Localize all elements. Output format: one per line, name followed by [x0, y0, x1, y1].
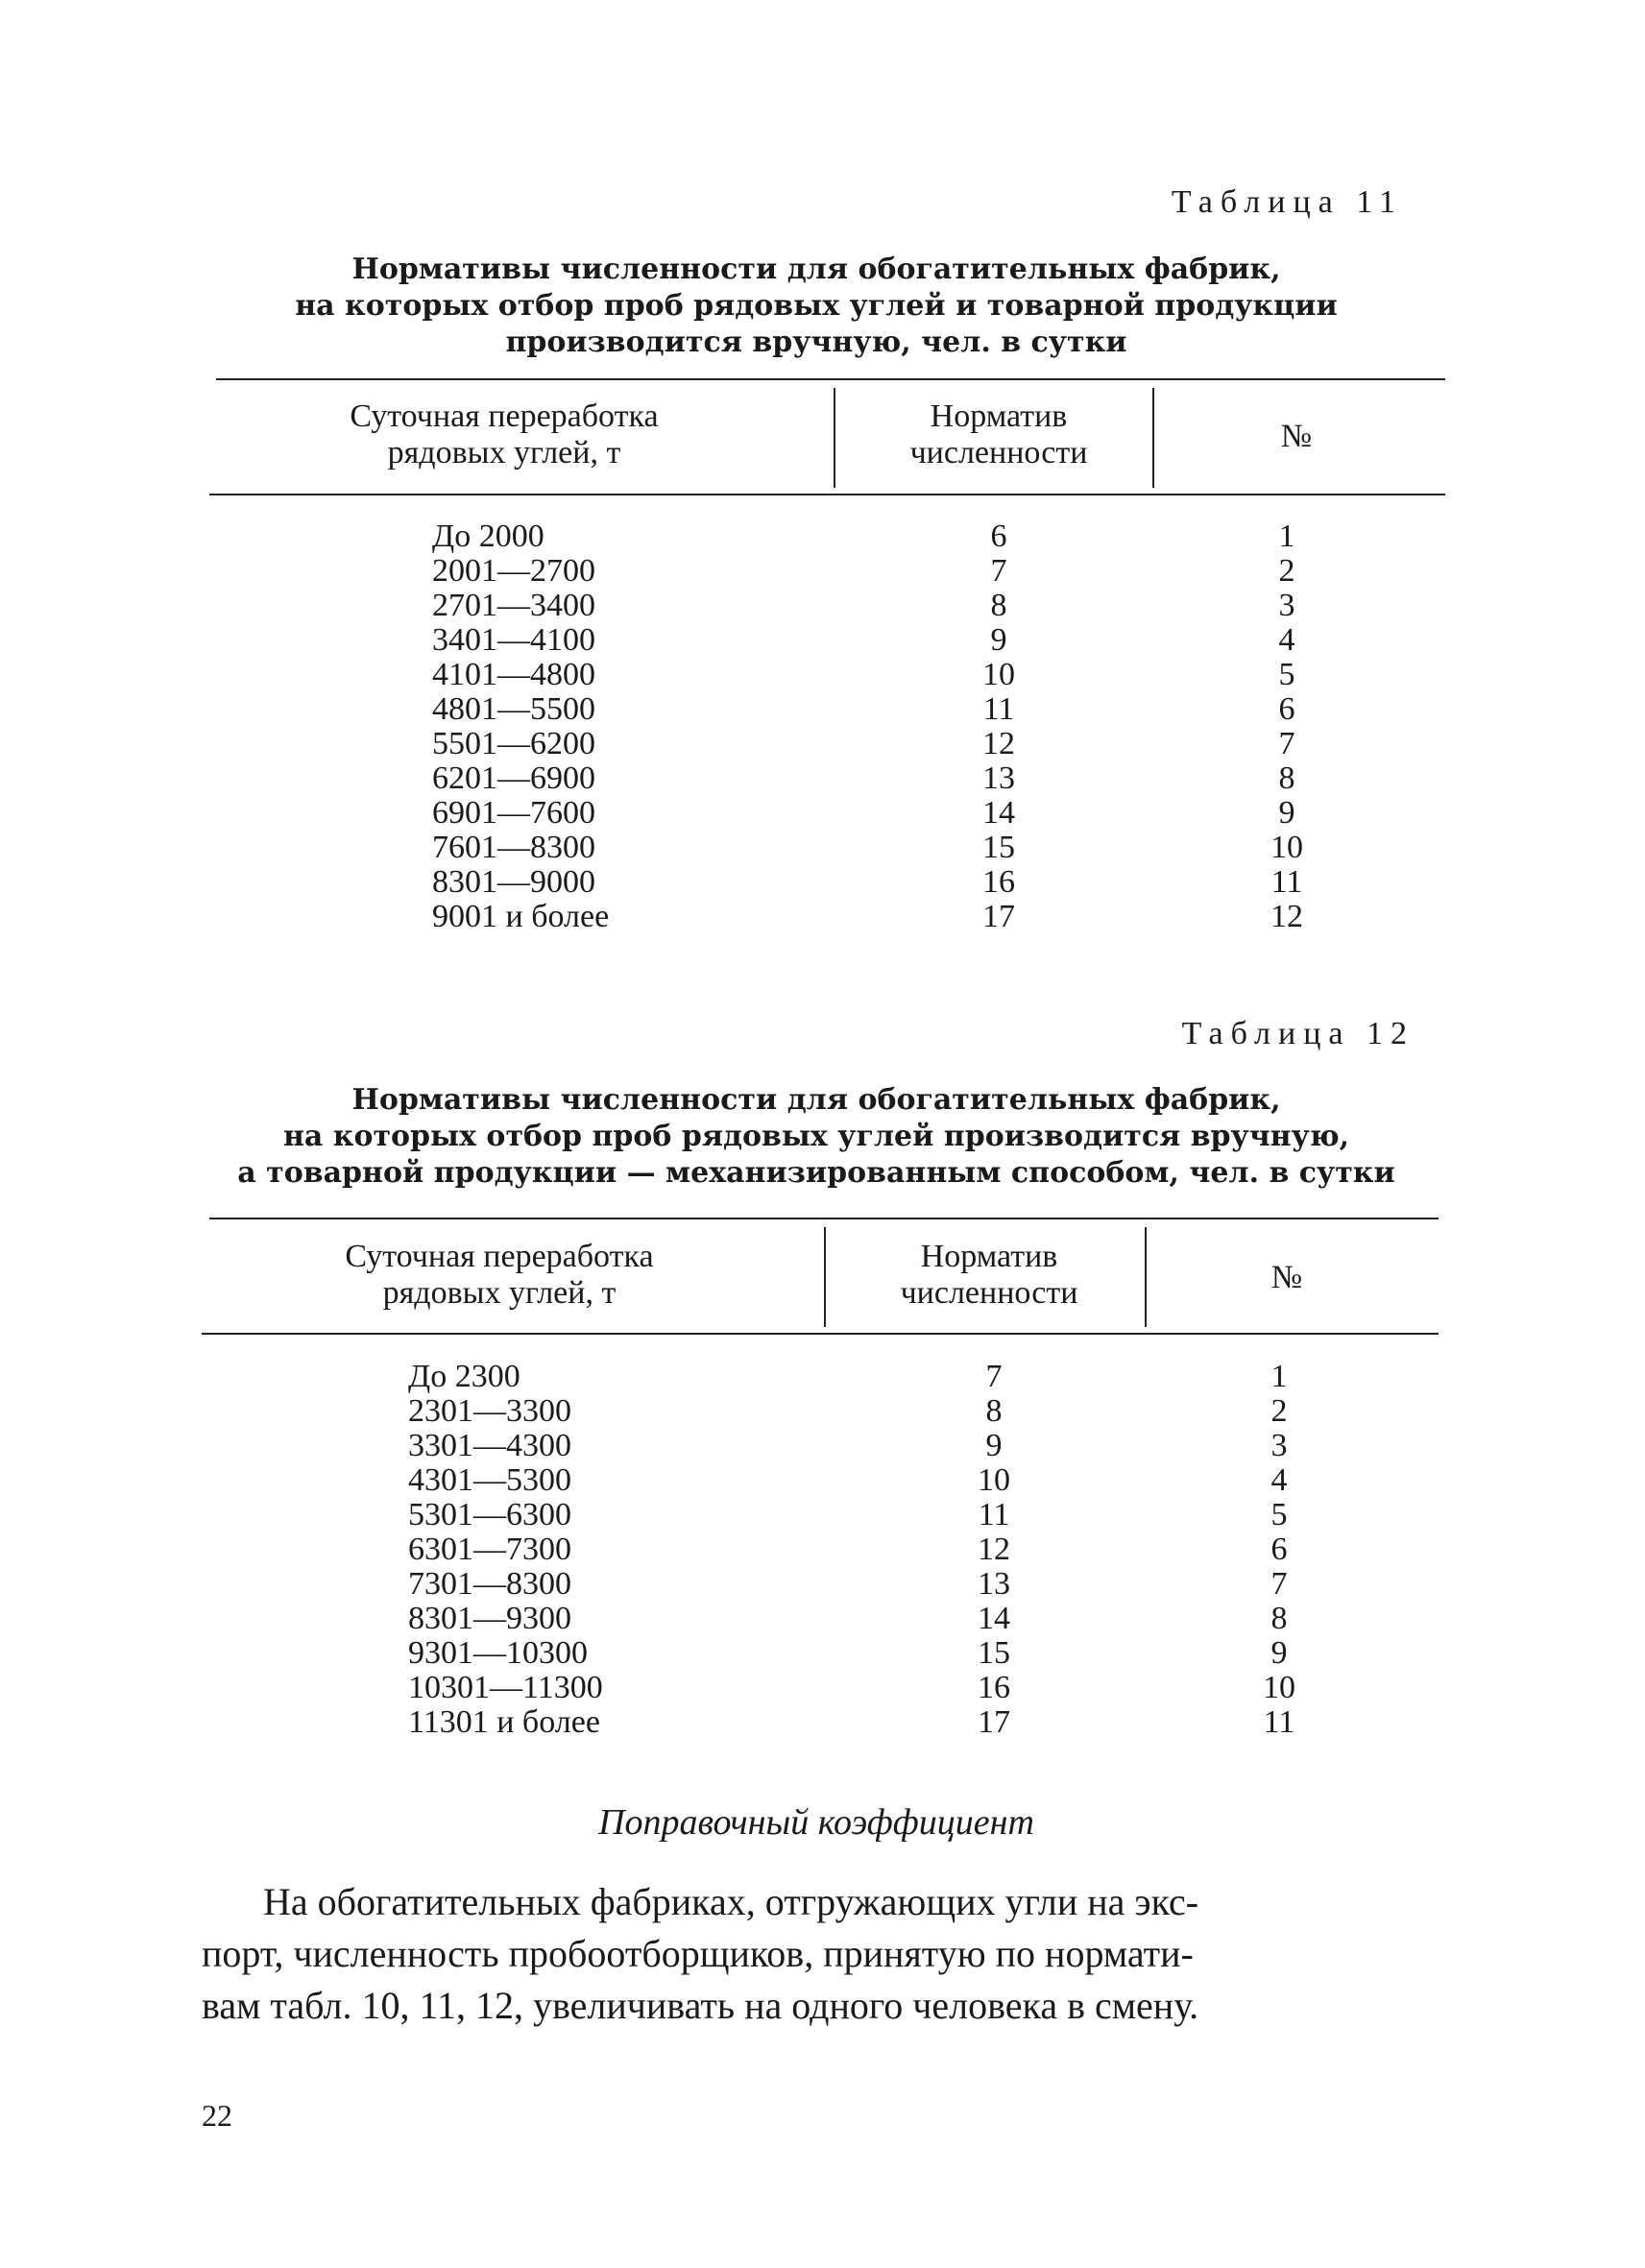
- cell-range: 7601—8300: [432, 830, 595, 865]
- header-text: Норматив: [920, 1239, 1058, 1274]
- header-norm: [845, 398, 1152, 471]
- paragraph-line: На обогатительных фабриках, отгружающих угли на экс-: [263, 1880, 1199, 1923]
- column-divider: [834, 388, 835, 488]
- header-text: численности: [909, 435, 1088, 470]
- column-range: [408, 1360, 715, 1740]
- cell-norm: 9: [990, 622, 1007, 658]
- header-number: №: [1280, 419, 1313, 454]
- caption-line: Нормативы численности для обогатительных фабрик,: [351, 253, 1281, 286]
- cell-number: 2: [1278, 553, 1295, 589]
- table-12-label: Таблица 12: [1181, 1016, 1415, 1051]
- column-number: [1229, 519, 1344, 934]
- cell-number: 10: [1263, 1670, 1295, 1705]
- caption-line: а товарной продукции — механизированным способом, чел. в сутки: [237, 1156, 1395, 1190]
- column-norm: [936, 1360, 1052, 1740]
- cell-norm: 6: [990, 519, 1007, 554]
- cell-norm: 8: [985, 1393, 1003, 1429]
- cell-range: 6901—7600: [432, 795, 595, 831]
- cell-range: 10301—11300: [408, 1670, 603, 1705]
- cell-range: До 2300: [408, 1359, 520, 1394]
- cell-number: 8: [1278, 760, 1295, 796]
- cell-range: 4101—4800: [432, 657, 595, 692]
- cell-norm: 7: [990, 553, 1007, 589]
- cell-norm: 7: [985, 1359, 1003, 1394]
- caption-line: Нормативы численности для обогатительных фабрик,: [351, 1083, 1281, 1117]
- cell-range: 11301 и более: [408, 1704, 600, 1740]
- cell-norm: 11: [982, 691, 1015, 727]
- cell-range: До 2000: [432, 519, 544, 554]
- cell-range: 8301—9000: [432, 864, 595, 900]
- caption-line: на которых отбор проб рядовых углей производится вручную,: [282, 1120, 1350, 1153]
- cell-number: 1: [1278, 519, 1295, 554]
- cell-number: 8: [1270, 1601, 1288, 1636]
- header-bottom-rule: [202, 1333, 1439, 1335]
- caption-line: производится вручную, чел. в сутки: [505, 326, 1127, 359]
- cell-number: 7: [1270, 1566, 1288, 1602]
- cell-range: 9301—10300: [408, 1635, 588, 1671]
- cell-range: 6301—7300: [408, 1532, 571, 1567]
- cell-norm: 12: [978, 1532, 1010, 1567]
- header-bottom-rule: [209, 494, 1445, 495]
- cell-norm: 15: [982, 830, 1015, 865]
- cell-number: 6: [1278, 691, 1295, 727]
- table-12-caption: [192, 1082, 1440, 1192]
- header-text: Норматив: [930, 398, 1068, 434]
- cell-norm: 17: [982, 899, 1015, 934]
- table-11-label: Таблица 11: [1171, 184, 1403, 220]
- cell-norm: 12: [982, 726, 1015, 761]
- cell-range: 3301—4300: [408, 1428, 571, 1463]
- paragraph-line: вам табл. 10, 11, 12, увеличивать на одного человека в смену.: [202, 1984, 1199, 2027]
- header-number: №: [1270, 1260, 1303, 1295]
- cell-number: 11: [1270, 864, 1303, 900]
- column-norm: [941, 519, 1056, 934]
- cell-number: 2: [1270, 1393, 1288, 1429]
- cell-number: 10: [1270, 830, 1303, 865]
- header-text: численности: [900, 1275, 1078, 1311]
- header-daily-processing: [288, 1239, 711, 1312]
- header-text: Суточная переработка: [350, 398, 659, 434]
- cell-norm: 9: [985, 1428, 1003, 1463]
- cell-number: 11: [1263, 1704, 1295, 1740]
- cell-range: 8301—9300: [408, 1601, 571, 1636]
- header-text: рядовых углей, т: [382, 1275, 617, 1311]
- cell-range: 3401—4100: [432, 622, 595, 658]
- column-range: [432, 519, 720, 934]
- cell-norm: 14: [978, 1601, 1010, 1636]
- cell-number: 5: [1278, 657, 1295, 692]
- column-divider: [1145, 1227, 1147, 1327]
- cell-number: 6: [1270, 1532, 1288, 1567]
- table-top-rule: [209, 1218, 1439, 1219]
- cell-norm: 14: [982, 795, 1015, 831]
- cell-norm: 11: [978, 1497, 1010, 1532]
- cell-number: 3: [1270, 1428, 1288, 1463]
- cell-norm: 13: [978, 1566, 1010, 1602]
- cell-number: 9: [1270, 1635, 1288, 1671]
- cell-norm: 13: [982, 760, 1015, 796]
- cell-number: 5: [1270, 1497, 1288, 1532]
- cell-number: 1: [1270, 1359, 1288, 1394]
- cell-number: 7: [1278, 726, 1295, 761]
- cell-norm: 10: [982, 657, 1015, 692]
- header-norm: [835, 1239, 1143, 1312]
- table-top-rule: [216, 378, 1445, 380]
- cell-range: 2001—2700: [432, 553, 595, 589]
- column-divider: [824, 1227, 826, 1327]
- cell-range: 9001 и более: [432, 899, 610, 934]
- cell-number: 12: [1270, 899, 1303, 934]
- header-text: рядовых углей, т: [387, 435, 621, 470]
- page-number: 22: [202, 2098, 232, 2133]
- cell-number: 3: [1278, 588, 1295, 623]
- cell-number: 9: [1278, 795, 1295, 831]
- cell-number: 4: [1270, 1462, 1288, 1498]
- correction-paragraph: [202, 1876, 1440, 2032]
- cell-norm: 8: [990, 588, 1007, 623]
- cell-range: 4801—5500: [432, 691, 595, 727]
- cell-norm: 15: [978, 1635, 1010, 1671]
- cell-range: 6201—6900: [432, 760, 595, 796]
- cell-range: 2701—3400: [432, 588, 595, 623]
- cell-norm: 10: [978, 1462, 1010, 1498]
- column-divider: [1152, 388, 1154, 488]
- section-title: Поправочный коэффициент: [598, 1802, 1034, 1843]
- table-11-caption: [192, 252, 1440, 361]
- cell-norm: 17: [978, 1704, 1010, 1740]
- cell-range: 7301—8300: [408, 1566, 571, 1602]
- column-number: [1222, 1360, 1337, 1740]
- paragraph-line: порт, численность пробоотборщиков, принятую по нормати-: [202, 1932, 1194, 1975]
- cell-range: 4301—5300: [408, 1462, 571, 1498]
- cell-norm: 16: [982, 864, 1015, 900]
- cell-range: 5501—6200: [432, 726, 595, 761]
- header-text: Суточная переработка: [345, 1239, 654, 1274]
- cell-norm: 16: [978, 1670, 1010, 1705]
- caption-line: на которых отбор проб рядовых углей и товарной продукции: [295, 289, 1338, 323]
- cell-range: 5301—6300: [408, 1497, 571, 1532]
- cell-number: 4: [1278, 622, 1295, 658]
- header-daily-processing: [288, 398, 720, 471]
- cell-range: 2301—3300: [408, 1393, 571, 1429]
